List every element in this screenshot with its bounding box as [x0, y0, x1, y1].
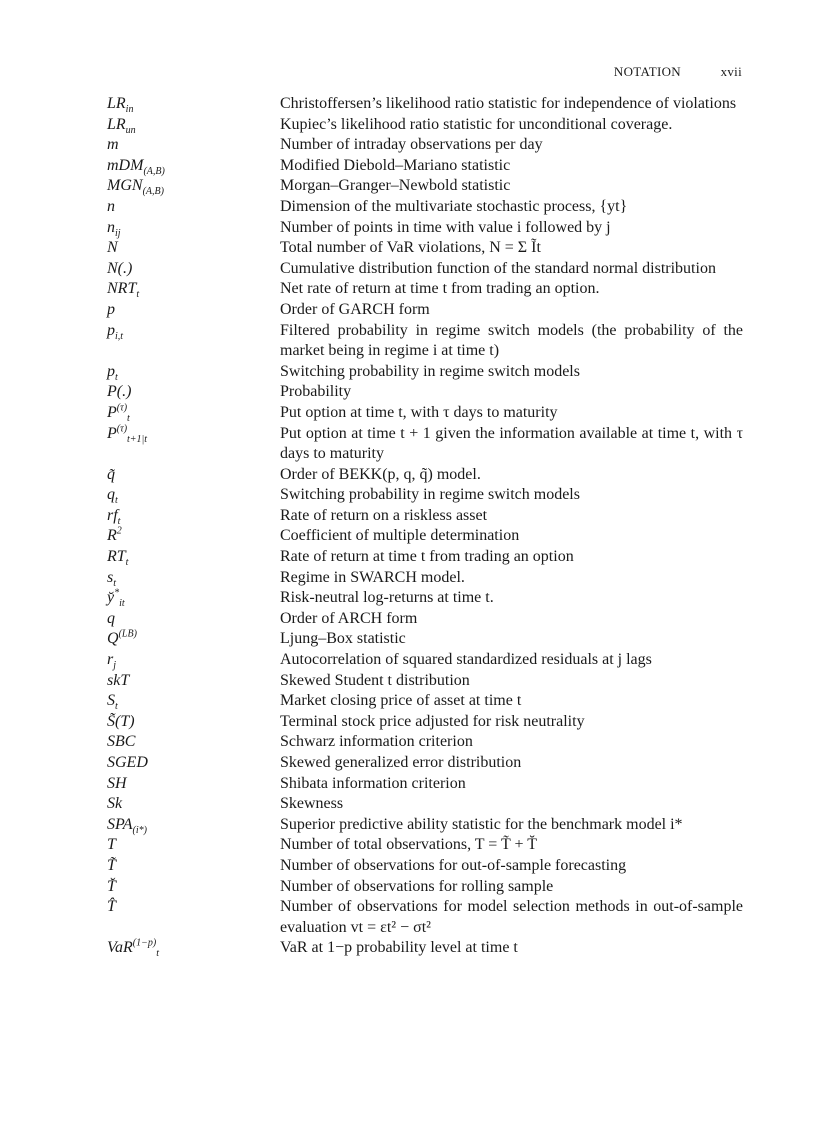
- symbol-superscript: *: [114, 587, 120, 599]
- notation-entry: [107, 753, 743, 774]
- notation-definition: VaR at 1−p probability level at time t: [280, 939, 518, 957]
- notation-symbol: [107, 609, 280, 630]
- notation-definition: Regime in SWARCH model.: [280, 568, 465, 586]
- symbol-base: SBC: [107, 733, 136, 751]
- notation-definition: Number of observations for rolling sample: [280, 877, 554, 895]
- notation-symbol: [107, 218, 280, 239]
- notation-definition: Modified Diebold–Mariano statistic: [280, 156, 511, 174]
- symbol-subscript: (i*): [132, 824, 147, 836]
- notation-symbol: [107, 856, 280, 877]
- notation-entry: [107, 547, 743, 568]
- page-number: xvii: [720, 64, 742, 79]
- symbol-superscript: 2: [116, 526, 122, 538]
- running-header: [614, 64, 742, 80]
- notation-definition: Morgan–Granger–Newbold statistic: [280, 177, 511, 195]
- notation-entry: [107, 403, 743, 424]
- notation-definition: Shibata information criterion: [280, 774, 466, 792]
- notation-symbol: [107, 156, 280, 177]
- symbol-base: m: [107, 136, 119, 154]
- notation-symbol: [107, 691, 280, 712]
- symbol-base: LR: [107, 95, 126, 112]
- notation-definition: Rate of return on a riskless asset: [280, 506, 488, 524]
- notation-entry: [107, 877, 743, 898]
- notation-symbol: [107, 424, 280, 465]
- notation-symbol: [107, 815, 280, 836]
- notation-symbol: [107, 197, 280, 218]
- symbol-base: MGN: [107, 177, 143, 195]
- notation-symbol: [107, 238, 280, 259]
- notation-symbol: [107, 403, 280, 424]
- notation-entry: [107, 526, 743, 547]
- symbol-subscript: t: [113, 577, 117, 589]
- notation-symbol: [107, 629, 280, 650]
- symbol-superscript: (τ): [116, 402, 128, 414]
- notation-symbol: [107, 506, 280, 527]
- notation-entry: [107, 856, 743, 877]
- notation-symbol: [107, 259, 280, 280]
- notation-entry: [107, 156, 743, 177]
- notation-definition: Put option at time t + 1 given the information available at time t, with τ days to maturity: [280, 424, 743, 463]
- symbol-base: p: [107, 300, 115, 318]
- symbol-base: r: [107, 651, 114, 669]
- notation-symbol: [107, 135, 280, 156]
- notation-symbol: [107, 732, 280, 753]
- symbol-base: n: [107, 197, 115, 215]
- symbol-subscript: t: [115, 701, 118, 713]
- notation-entry: [107, 691, 743, 712]
- notation-definition: Ljung–Box statistic: [280, 630, 406, 648]
- symbol-base: LR: [107, 115, 126, 133]
- notation-definition: Net rate of return at time t from trading an option.: [280, 280, 600, 298]
- notation-entry: [107, 815, 743, 836]
- notation-symbol: [107, 485, 280, 506]
- notation-definition: Market closing price of asset at time t: [280, 692, 522, 710]
- notation-definition: Dimension of the multivariate stochastic process, {yt}: [280, 197, 628, 215]
- notation-definition: Put option at time t, with τ days to maturity: [280, 403, 558, 421]
- notation-definition: Total number of VaR violations, N = Σ Ĩt: [280, 239, 541, 257]
- symbol-superscript: (τ): [116, 423, 128, 435]
- symbol-base: N(.): [107, 259, 133, 277]
- notation-entry: [107, 279, 743, 300]
- symbol-base: rf: [107, 506, 118, 524]
- symbol-base: mDM: [107, 156, 144, 174]
- notation-symbol: [107, 526, 280, 547]
- symbol-base: T̂: [107, 898, 116, 916]
- symbol-subscript: t: [127, 413, 130, 425]
- notation-definition: Schwarz information criterion: [280, 733, 473, 751]
- notation-entry: [107, 218, 743, 239]
- notation-symbol: [107, 176, 280, 197]
- header-title: NOTATION: [613, 64, 681, 79]
- notation-definition: Number of intraday observations per day: [280, 136, 543, 154]
- notation-symbol: [107, 835, 280, 856]
- notation-definition: Skewness: [280, 795, 344, 813]
- notation-definition: Cumulative distribution function of the standard normal distribution: [280, 259, 716, 277]
- notation-symbol: [107, 753, 280, 774]
- symbol-base: VaR: [107, 939, 133, 957]
- symbol-base: n: [107, 218, 115, 236]
- notation-symbol: [107, 588, 280, 609]
- symbol-base: p: [107, 321, 115, 339]
- notation-entry: [107, 650, 743, 671]
- notation-entry: [107, 794, 743, 815]
- notation-entry: [107, 938, 743, 959]
- notation-definition: Filtered probability in regime switch models (the probability of the market being in regime i at time t): [280, 321, 743, 360]
- notation-symbol: [107, 382, 280, 403]
- notation-entry: [107, 485, 743, 506]
- notation-entry: [107, 465, 743, 486]
- notation-symbol: [107, 650, 280, 671]
- symbol-base: P: [107, 403, 117, 421]
- notation-definition: Number of observations for model selection methods in out-of-sample evaluation vt = εt² − σt²: [280, 898, 743, 936]
- symbol-subscript: i,t: [115, 330, 124, 342]
- notation-definition: Order of ARCH form: [280, 609, 418, 627]
- symbol-base: T̃: [107, 856, 116, 874]
- notation-definition: Switching probability in regime switch models: [280, 486, 580, 504]
- notation-definition: Coefficient of multiple determination: [280, 527, 520, 545]
- notation-definition: Superior predictive ability statistic for the benchmark model i*: [280, 815, 683, 833]
- symbol-base: T: [107, 836, 116, 854]
- symbol-subscript: t: [115, 495, 118, 507]
- notation-entry: [107, 629, 743, 650]
- symbol-subscript: t: [117, 516, 121, 528]
- notation-entry: [107, 609, 743, 630]
- notation-entry: [107, 176, 743, 197]
- symbol-base: y̆: [107, 589, 115, 607]
- symbol-base: SPA: [107, 815, 133, 833]
- notation-definition: Risk-neutral log-returns at time t.: [280, 589, 494, 607]
- symbol-base: P(.): [107, 383, 132, 401]
- notation-symbol: [107, 300, 280, 321]
- symbol-superscript: (1−p): [132, 938, 157, 950]
- notation-definition: Switching probability in regime switch models: [280, 362, 580, 380]
- notation-symbol: [107, 465, 280, 486]
- notation-entry: [107, 506, 743, 527]
- symbol-subscript: (A,B): [143, 165, 165, 177]
- notation-entry: [107, 732, 743, 753]
- notation-entry: [107, 671, 743, 692]
- symbol-base: skT: [107, 671, 130, 689]
- notation-entry: [107, 321, 743, 362]
- symbol-base: NRT: [107, 280, 137, 298]
- symbol-base: Sk: [107, 795, 123, 813]
- notation-symbol: [107, 938, 280, 959]
- notation-entry: [107, 568, 743, 589]
- notation-entry: [107, 362, 743, 383]
- notation-definition: Skewed Student t distribution: [280, 671, 470, 689]
- symbol-subscript: ij: [115, 227, 121, 239]
- symbol-base: p: [107, 362, 115, 380]
- symbol-subscript: un: [125, 124, 136, 136]
- notation-entry: [107, 300, 743, 321]
- notation-symbol: [107, 712, 280, 733]
- notation-symbol: [107, 115, 280, 136]
- notation-definition: Probability: [280, 383, 352, 401]
- symbol-base: SGED: [107, 754, 148, 771]
- symbol-superscript: (LB): [118, 629, 137, 641]
- symbol-subscript: t+1|t: [127, 433, 148, 445]
- notation-entry: [107, 94, 743, 115]
- notation-symbol: [107, 897, 280, 938]
- notation-entry: [107, 115, 743, 136]
- notation-definition: Terminal stock price adjusted for risk neutrality: [280, 712, 585, 730]
- symbol-base: RT: [107, 548, 126, 566]
- notation-entry: [107, 238, 743, 259]
- symbol-subscript: j: [113, 660, 117, 672]
- symbol-base: s: [107, 568, 114, 586]
- symbol-base: T̆: [107, 877, 116, 895]
- symbol-base: q: [107, 609, 115, 627]
- notation-definition: Order of BEKK(p, q, q̃) model.: [280, 465, 481, 483]
- symbol-base: SH: [107, 774, 127, 792]
- symbol-subscript: t: [115, 371, 118, 383]
- notation-entry: [107, 197, 743, 218]
- notation-list: [107, 94, 743, 959]
- notation-symbol: [107, 877, 280, 898]
- symbol-subscript: in: [125, 104, 134, 116]
- notation-entry: [107, 259, 743, 280]
- notation-entry: [107, 712, 743, 733]
- notation-symbol: [107, 362, 280, 383]
- notation-symbol: [107, 547, 280, 568]
- notation-definition: Number of observations for out-of-sample forecasting: [280, 856, 627, 874]
- notation-entry: [107, 382, 743, 403]
- notation-symbol: [107, 671, 280, 692]
- notation-symbol: [107, 94, 280, 115]
- symbol-subscript: t: [125, 557, 129, 569]
- notation-symbol: [107, 279, 280, 300]
- notation-entry: [107, 774, 743, 795]
- notation-definition: Order of GARCH form: [280, 300, 430, 318]
- symbol-base: N: [107, 239, 118, 257]
- notation-entry: [107, 588, 743, 609]
- notation-entry: [107, 135, 743, 156]
- notation-symbol: [107, 794, 280, 815]
- notation-definition: Number of points in time with value i followed by j: [280, 218, 611, 236]
- notation-symbol: [107, 774, 280, 795]
- notation-entry: [107, 897, 743, 938]
- notation-entry: [107, 835, 743, 856]
- symbol-base: R: [107, 527, 117, 545]
- notation-definition: Skewed generalized error distribution: [280, 754, 522, 771]
- symbol-base: q: [107, 486, 115, 504]
- symbol-base: S̃(T): [107, 712, 135, 730]
- symbol-subscript: t: [156, 948, 159, 960]
- symbol-base: S: [107, 692, 115, 710]
- notation-definition: Rate of return at time t from trading an option: [280, 548, 574, 566]
- notation-symbol: [107, 568, 280, 589]
- symbol-base: Q: [107, 630, 119, 648]
- symbol-base: q̃: [107, 465, 115, 483]
- notation-definition: Christoffersen’s likelihood ratio statistic for independence of violations: [280, 95, 737, 112]
- symbol-subscript: (A,B): [142, 186, 164, 198]
- symbol-base: P: [107, 424, 117, 442]
- notation-definition: Autocorrelation of squared standardized residuals at j lags: [280, 651, 652, 669]
- notation-entry: [107, 424, 743, 465]
- notation-definition: Number of total observations, T = T̃ + T̆: [280, 836, 537, 854]
- notation-definition: Kupiec’s likelihood ratio statistic for unconditional coverage.: [280, 115, 673, 133]
- notation-symbol: [107, 321, 280, 362]
- symbol-subscript: t: [136, 289, 140, 301]
- symbol-subscript: it: [119, 598, 125, 610]
